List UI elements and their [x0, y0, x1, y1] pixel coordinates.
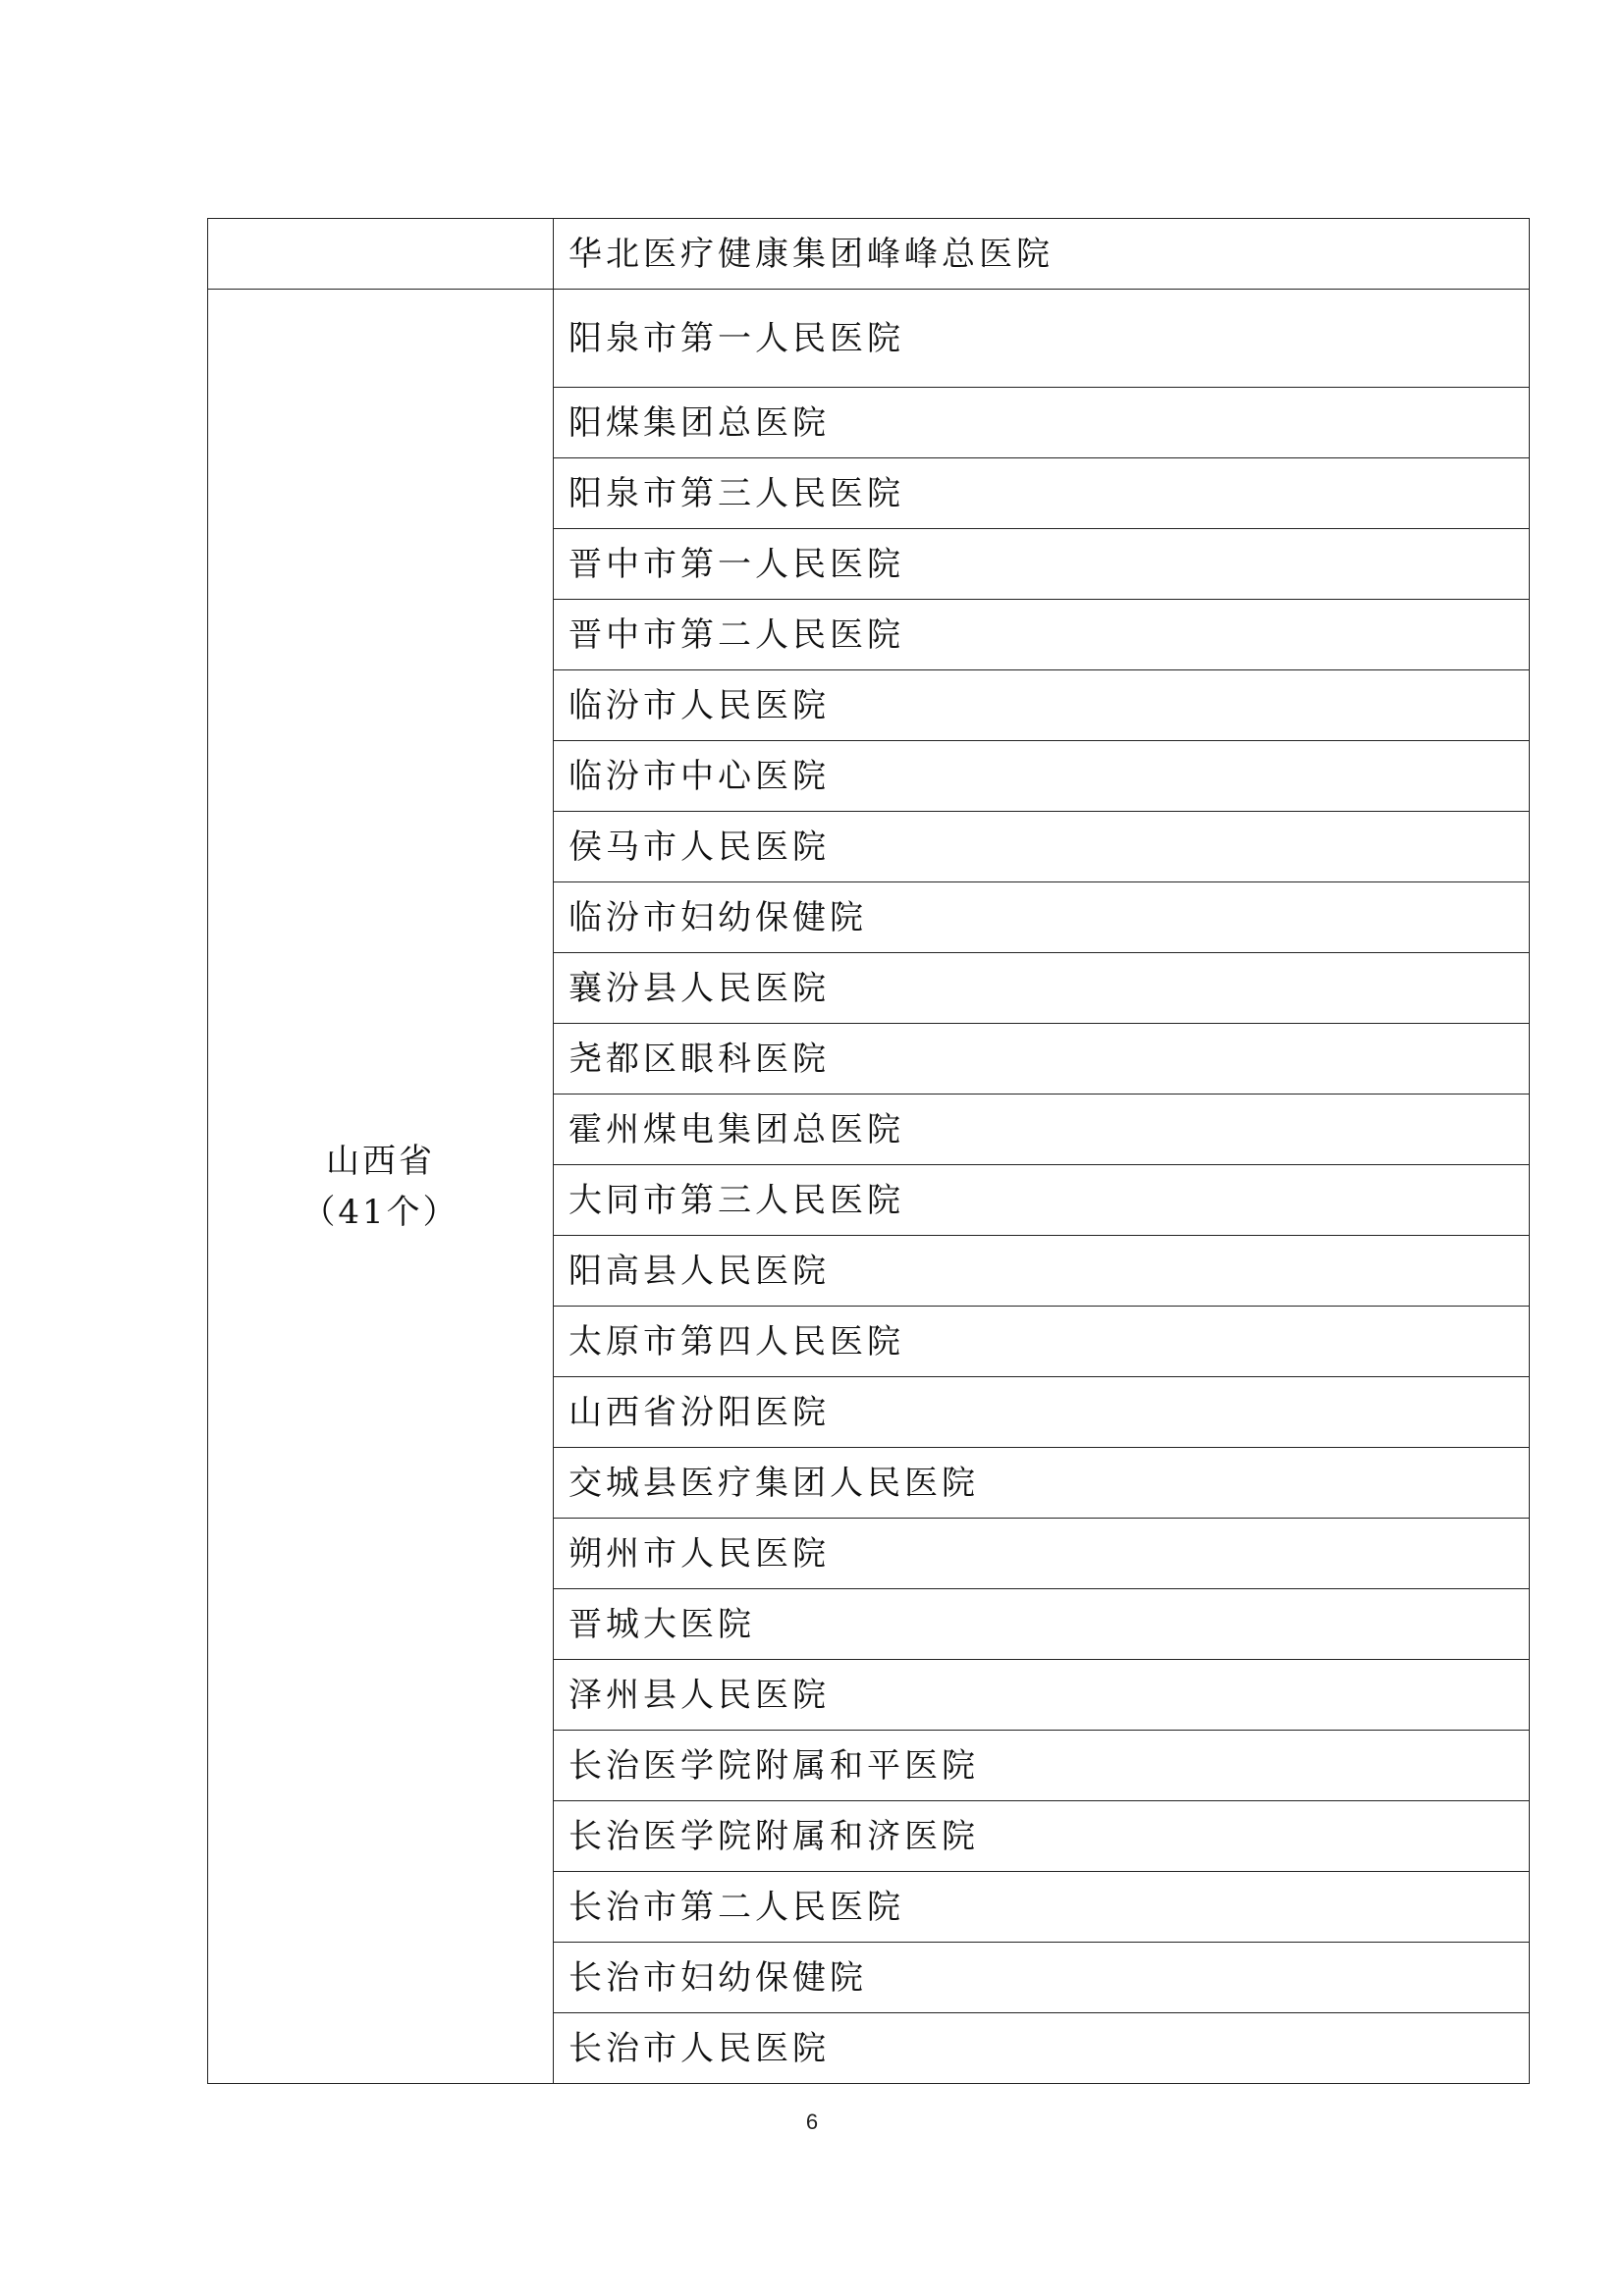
hospital-name-cell: 阳高县人民医院	[554, 1236, 1530, 1307]
table-row	[208, 219, 1530, 290]
hospital-name-cell: 华北医疗健康集团峰峰总医院	[554, 219, 1530, 290]
hospital-name-cell: 长治医学院附属和济医院	[554, 1801, 1530, 1872]
hospital-name-cell: 阳煤集团总医院	[554, 388, 1530, 458]
table-row	[208, 290, 1530, 388]
province-cell-empty	[208, 219, 554, 290]
hospital-name-cell: 霍州煤电集团总医院	[554, 1095, 1530, 1165]
hospital-name-cell: 阳泉市第一人民医院	[554, 290, 1530, 388]
hospital-name-cell: 侯马市人民医院	[554, 812, 1530, 882]
hospital-name-cell: 朔州市人民医院	[554, 1519, 1530, 1589]
table-body	[208, 219, 1530, 2084]
hospital-name-cell: 晋城大医院	[554, 1589, 1530, 1660]
hospital-name-cell: 长治市人民医院	[554, 2013, 1530, 2084]
hospital-name-cell: 交城县医疗集团人民医院	[554, 1448, 1530, 1519]
hospital-name-cell: 长治医学院附属和平医院	[554, 1731, 1530, 1801]
province-hospital-count: （41个）	[301, 1192, 460, 1232]
page-number: 6	[805, 2109, 819, 2134]
province-cell	[208, 290, 554, 2084]
hospital-name-cell: 太原市第四人民医院	[554, 1307, 1530, 1377]
hospital-name-cell: 晋中市第二人民医院	[554, 600, 1530, 670]
hospital-name-cell: 阳泉市第三人民医院	[554, 458, 1530, 529]
hospital-name-cell: 尧都区眼科医院	[554, 1024, 1530, 1095]
hospital-name-cell: 泽州县人民医院	[554, 1660, 1530, 1731]
hospital-name-cell: 长治市妇幼保健院	[554, 1943, 1530, 2013]
hospital-name-cell: 临汾市中心医院	[554, 741, 1530, 812]
hospital-name-cell: 襄汾县人民医院	[554, 953, 1530, 1024]
hospital-name-cell: 临汾市妇幼保健院	[554, 882, 1530, 953]
hospital-name-cell: 晋中市第一人民医院	[554, 529, 1530, 600]
hospital-name-cell: 临汾市人民医院	[554, 670, 1530, 741]
hospital-name-cell: 大同市第三人民医院	[554, 1165, 1530, 1236]
hospital-list-table	[207, 218, 1530, 2084]
province-name: 山西省	[326, 1141, 435, 1181]
hospital-name-cell: 长治市第二人民医院	[554, 1872, 1530, 1943]
hospital-name-cell: 山西省汾阳医院	[554, 1377, 1530, 1448]
